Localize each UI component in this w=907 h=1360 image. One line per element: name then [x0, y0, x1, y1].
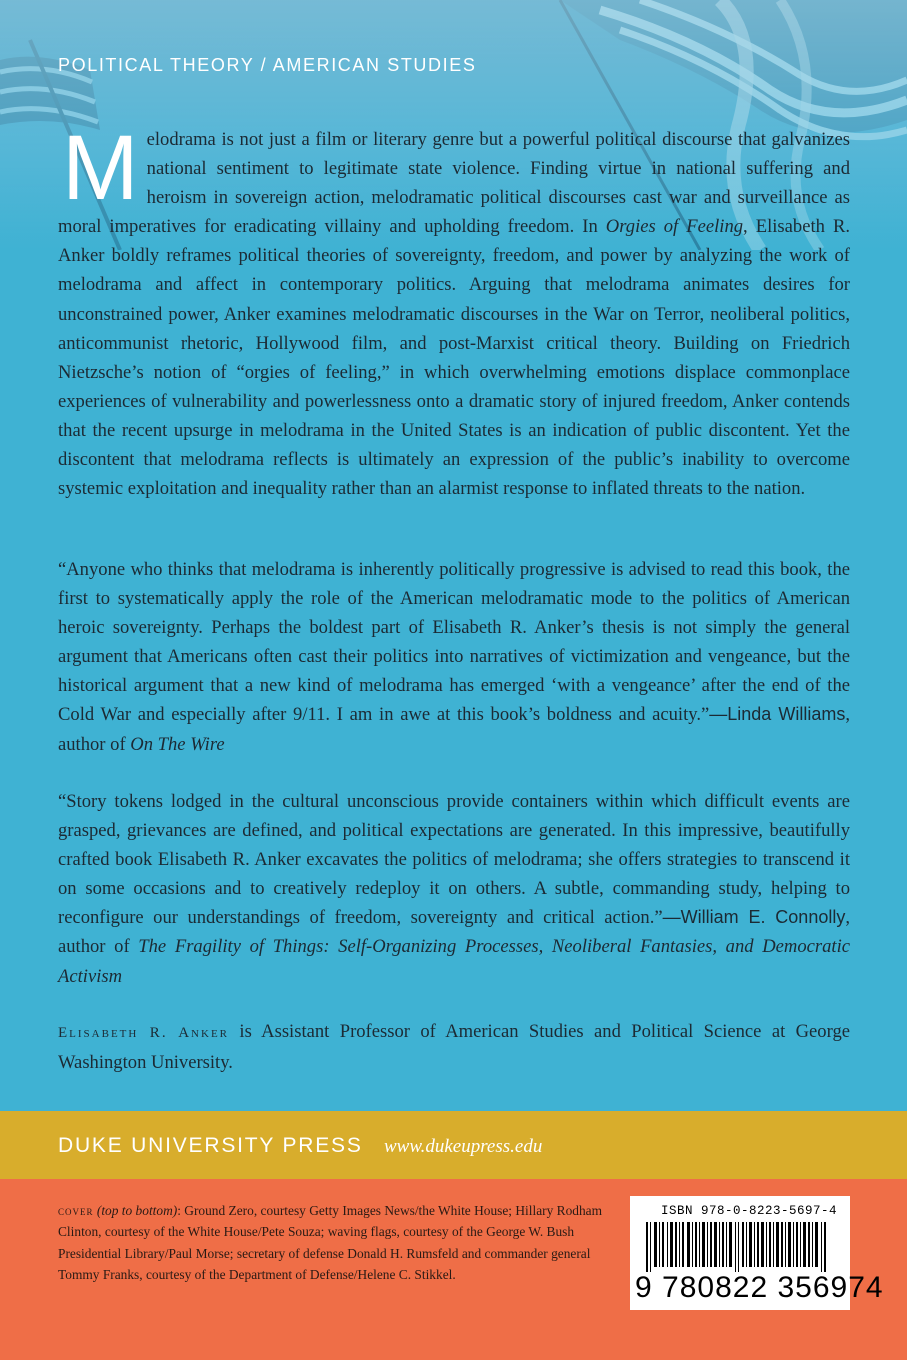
endorsement-quote: “Story tokens lodged in the cultural unconscious provide containers within which difficult events are grasped, grievances are defined, and political expectations are generated. In this impressive, beautifully crafted book Elisabeth R. Anker excavates the politics of melodrama; she offers strategies to transcend it on some occasions and to creatively redeploy it on others. A subtle, commanding study, helping to reconfigure our understandings of freedom, sovereignty and critical action.” — [58, 791, 850, 929]
author-bio-text: is Assistant Professor of American Studies and Political Science at George Washington University. — [58, 1021, 851, 1074]
description-text-continued: , Elisabeth R. Anker boldly reframes political theories of sovereignty, freedom, and power by analyzing the work of melodrama and affect in contemporary politics. Arguing that melodrama animates desires for unconstrained power, Anker examines melodramatic discourses in the War on Terror, neoliberal politics, anticommunist rhetoric, Hollywood film, and post-Marxist critical theory. Building on Friedrich Nietzsche’s notion of “orgies of feeling,” in which overwhelming emotions displace commonplace experiences of vulnerability and powerlessness onto a dramatic story of injured freedom, Anker contends that the recent upsurge in melodrama in the United States is an indication of public discontent. Yet the discontent that melodrama reflects is ultimately an expression of the public’s inability to overcome systemic exploitation and inequality rather than an alarmist response to inflated threats to the nation. — [58, 216, 850, 500]
isbn-label: ISBN 978-0-8223-5697-4 — [661, 1204, 838, 1218]
publisher-name: DUKE UNIVERSITY PRESS — [58, 1134, 363, 1157]
barcode-icon — [638, 1222, 842, 1272]
category-label: POLITICAL THEORY / AMERICAN STUDIES — [58, 55, 477, 75]
credits-note: (top to bottom) — [96, 1203, 178, 1218]
credits-text: : Ground Zero, courtesy Getty Images News/the White House; Hillary Rodham Clinton, courtesy of the White House/Pete Souza; waving flags, courtesy of the George W. Bush Presidential Library/Paul Morse; secretary of defense Donald H. Rumsfeld and commander general Tommy Franks, courtesy of the Department of Defense/Helene C. Stikkel. — [58, 1203, 603, 1283]
cover-credits — [58, 1200, 613, 1286]
credits-label: cover — [58, 1203, 94, 1218]
author-name: Elisabeth R. Anker — [58, 1025, 230, 1041]
endorsement-quote: “Anyone who thinks that melodrama is inherently politically progressive is advised to read this book, the first to systematically apply the role of the American melodramatic mode to the politics of American heroic sovereignty. Perhaps the boldest part of Elisabeth R. Anker’s thesis is not simply the general argument that Americans often cast their politics into narratives of victimization and vengeance, but the historical argument that a new kind of melodrama has emerged ‘with a vengeance’ after the end of the Cold War and especially after 9/11. I am in awe at this book’s boldness and acuity.” — [58, 559, 850, 726]
author-bio — [58, 1017, 850, 1077]
publisher-url: www.dukeupress.edu — [384, 1136, 543, 1157]
endorser-work: The Fragility of Things: Self-Organizing Processes, Neoliberal Fantasies, and Democratic Activism — [58, 936, 850, 987]
endorser-name: —Linda Williams — [709, 704, 846, 725]
endorser-role: , author of — [58, 907, 850, 958]
barcode-digits: 9 780822 356974 — [635, 1271, 884, 1304]
endorser-work: On The Wire — [130, 733, 225, 755]
endorsement-williams — [58, 555, 850, 759]
endorser-name: —William E. Connolly — [662, 907, 846, 928]
drop-cap: M — [62, 117, 139, 219]
endorsement-connolly — [58, 787, 850, 991]
book-title: Orgies of Feeling — [605, 216, 744, 238]
description — [58, 117, 850, 503]
description-text: elodrama is not just a film or literary genre but a powerful political discourse that galvanizes national sentiment to legitimate state violence. Finding virtue in national suffering and heroism in sovereign action, melodramatic political discourses cast war and surveillance as moral imperatives for eradicating villainy and upholding freedom. In — [58, 129, 850, 238]
endorser-role: , author of — [58, 704, 850, 755]
